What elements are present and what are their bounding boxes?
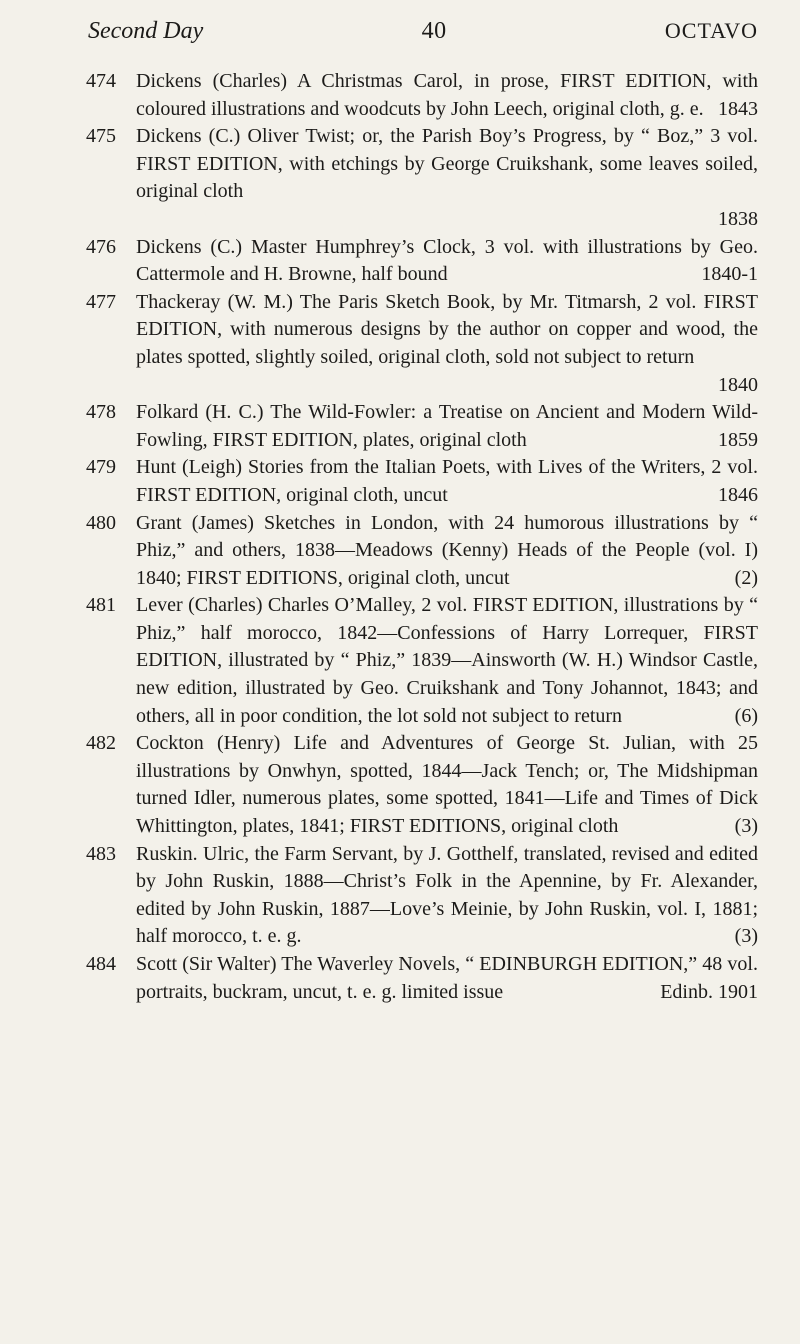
lot-date: 1840-1 — [701, 263, 758, 286]
lot-date: 1840 — [718, 373, 758, 396]
lot-entry — [86, 841, 758, 951]
lot-entry — [86, 510, 758, 593]
lot-entry — [86, 68, 758, 123]
lot-date: 1846 — [718, 483, 758, 506]
lot-entry — [86, 951, 758, 1006]
lot-description: Lever (Charles) Charles O’Malley, 2 vol. FIRST EDITION, illustrations by “ Phiz,” half morocco, 1842—Confessions of Harry Lorrequer, FIRST EDITION, illustrated by “ Phiz,” 1839—Ainsworth (W. H.) Windsor Castle, new edition, illustrated by Geo. Cruikshank and Tony Johannot, 1843; and others, all in poor condition, the lot sold not subject to return — [136, 594, 758, 727]
lot-number: 479 — [86, 456, 116, 479]
lot-entry — [86, 234, 758, 289]
lot-entry — [86, 399, 758, 454]
lot-date: 1838 — [718, 207, 758, 230]
lot-number: 483 — [86, 842, 116, 865]
lot-description: Thackeray (W. M.) The Paris Sketch Book, by Mr. Titmarsh, 2 vol. FIRST EDITION, with numerous designs by the author on copper and wood, the plates spotted, slightly soiled, original cloth, sold not subject to return — [136, 290, 758, 368]
lot-date: 1843 — [718, 97, 758, 120]
lot-count: (2) — [734, 566, 758, 589]
lot-entry — [86, 730, 758, 840]
lot-description: Folkard (H. C.) The Wild-Fowler: a Treatise on Ancient and Modern Wild-Fowling, FIRST EDITION, plates, original cloth — [136, 401, 758, 451]
lot-count: (3) — [734, 815, 758, 838]
lot-number: 481 — [86, 594, 116, 617]
lot-description: Dickens (C.) Master Humphrey’s Clock, 3 vol. with illustrations by Geo. Cattermole and H. Browne, half bound — [136, 235, 758, 286]
lot-entry — [86, 289, 758, 399]
lot-description: Dickens (C.) Oliver Twist; or, the Parish Boy’s Progress, by “ Boz,” 3 vol. FIRST EDITION, with etchings by George Cruikshank, some leaves soiled, original cloth — [136, 125, 758, 203]
lot-date: 1859 — [718, 428, 758, 451]
lot-number: 475 — [86, 125, 116, 148]
lot-description: Cockton (Henry) Life and Adventures of George St. Julian, with 25 illustrations by Onwhyn, spotted, 1844—Jack Tench; or, The Midshipman turned Idler, numerous plates, some spotted, 1841—Life and Times of Dick Whittington, plates, 1841; FIRST EDITIONS, original cloth — [136, 732, 758, 838]
lot-description: Scott (Sir Walter) The Waverley Novels, “ EDINBURGH EDITION,” 48 vol. portraits, buckram, uncut, t. e. g. limited issue — [136, 953, 758, 1003]
lot-count: (6) — [734, 704, 758, 727]
lot-number: 476 — [86, 235, 116, 258]
lot-description: Grant (James) Sketches in London, with 24 humorous illustrations by “ Phiz,” and others, 1838—Meadows (Kenny) Heads of the People (vol. I) 1840; FIRST EDITIONS, original cloth, uncut — [136, 511, 758, 589]
lot-date: Edinb. 1901 — [660, 980, 758, 1003]
page-header — [88, 18, 758, 52]
sale-day-title: Second Day — [88, 18, 204, 44]
lot-number: 478 — [86, 401, 116, 424]
section-title: OCTAVO — [664, 18, 758, 43]
lot-description: Ruskin. Ulric, the Farm Servant, by J. Gotthelf, translated, revised and edited by John Ruskin, 1888—Christ’s Folk in the Apennine, by Fr. Alexander, edited by John Ruskin, 1887—Love’s Meinie, by John Ruskin, vol. I, 1881; half morocco, t. e. g. — [136, 842, 758, 948]
page-number: 40 — [421, 18, 447, 44]
lot-number: 484 — [86, 953, 116, 975]
lot-entry — [86, 454, 758, 509]
lot-description: Hunt (Leigh) Stories from the Italian Poets, with Lives of the Writers, 2 vol. FIRST EDITION, original cloth, uncut — [136, 456, 758, 506]
lot-entry — [86, 592, 758, 730]
lot-number: 482 — [86, 732, 116, 755]
lot-entry — [86, 123, 758, 233]
lot-number: 474 — [86, 70, 116, 92]
lot-number: 480 — [86, 511, 116, 534]
lot-number: 477 — [86, 290, 116, 313]
lot-description: Dickens (Charles) A Christmas Carol, in prose, FIRST EDITION, with coloured illustrations and woodcuts by John Leech, original cloth, g. e. — [136, 70, 758, 120]
lot-list — [86, 68, 758, 1006]
lot-count: (3) — [734, 925, 758, 948]
